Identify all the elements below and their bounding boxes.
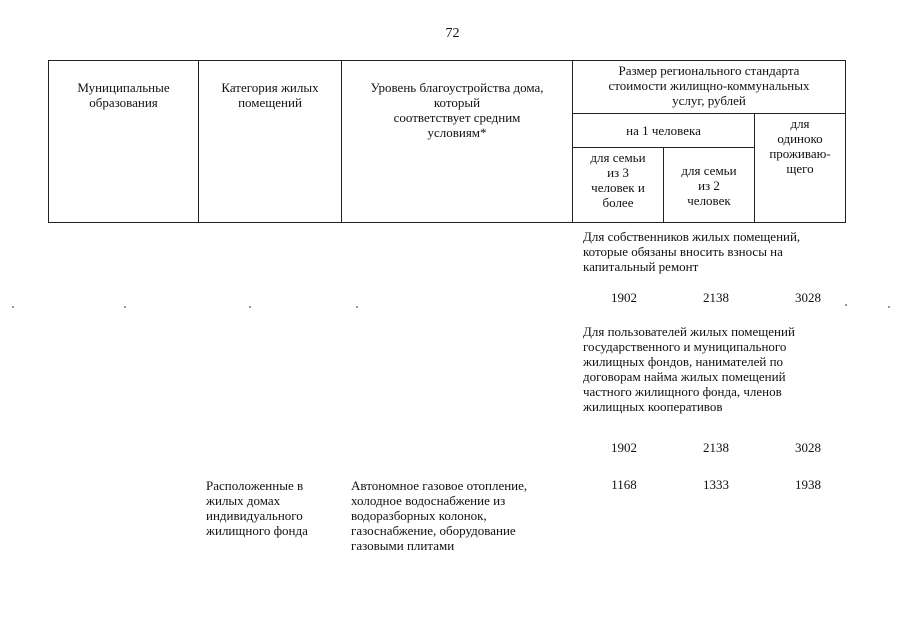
row-category-line: Расположенные в xyxy=(206,478,304,493)
row-level-line: газовыми плитами xyxy=(351,538,455,553)
section-users-title xyxy=(583,324,795,414)
header-family2-cell xyxy=(664,148,755,223)
section-title-line: которые обязаны вносить взносы на xyxy=(583,244,783,259)
value-cell: 2138 xyxy=(703,440,729,455)
value-cell: 3028 xyxy=(795,290,821,305)
tariff-header-table xyxy=(48,60,846,223)
value-cell: 3028 xyxy=(795,440,821,455)
section-title-line: капитальный ремонт xyxy=(583,259,699,274)
scan-dot xyxy=(124,306,126,308)
header-size-line: Размер регионального стандарта xyxy=(618,63,800,78)
section-title-line: государственного и муниципального xyxy=(583,339,787,354)
row-category-line: жилых домах xyxy=(206,493,281,508)
header-municipal-line: образования xyxy=(89,95,158,110)
header-single-cell xyxy=(755,114,846,223)
value-cell: 1938 xyxy=(795,477,821,492)
header-single-line: щего xyxy=(786,161,814,176)
value-cell: 1333 xyxy=(703,477,729,492)
header-family2-line: для семьи xyxy=(681,162,737,178)
page-number: 72 xyxy=(445,26,460,41)
header-size-line: услуг, рублей xyxy=(672,93,746,108)
header-family3-line: для семьи xyxy=(590,150,646,165)
header-municipal-cell xyxy=(49,61,199,223)
row-category xyxy=(206,478,308,538)
scan-dot xyxy=(356,306,358,308)
scan-dot xyxy=(12,306,14,308)
scan-dot xyxy=(249,306,251,308)
header-family2-line: из 2 xyxy=(698,177,720,193)
section-title-line: жилищных кооперативов xyxy=(583,399,723,414)
section-owners-title xyxy=(583,229,800,274)
section-title-line: Для собственников жилых помещений, xyxy=(583,229,801,244)
section-title-line: Для пользователей жилых помещений xyxy=(583,324,795,339)
value-cell: 1168 xyxy=(611,477,637,492)
header-category-line: помещений xyxy=(238,95,302,110)
header-level-line: который xyxy=(433,95,481,110)
header-family3-cell xyxy=(573,148,664,223)
row-level-line: водоразборных колонок, xyxy=(351,508,487,523)
header-municipal-line: Муниципальные xyxy=(77,80,170,95)
header-level-line: Уровень благоустройства дома, xyxy=(370,80,544,95)
header-level-cell xyxy=(342,61,573,223)
header-single-line: для xyxy=(790,116,810,131)
scan-dot xyxy=(888,306,890,308)
row-level-line: Автономное газовое отопление, xyxy=(351,478,528,493)
section-title-line: жилищных фондов, нанимателей по xyxy=(583,354,784,369)
header-family3-line: из 3 xyxy=(607,165,629,180)
header-category-cell xyxy=(199,61,342,223)
row-category-line: жилищного фонда xyxy=(206,523,308,538)
header-single-line: одиноко xyxy=(777,131,823,146)
row-level xyxy=(351,478,527,553)
header-category-line: Категория жилых xyxy=(221,80,319,95)
header-family3-line: более xyxy=(602,195,634,210)
header-per-person-cell: на 1 человека xyxy=(573,114,755,148)
header-level-line: условиям* xyxy=(427,125,487,140)
row-level-line: газоснабжение, оборудование xyxy=(351,523,516,538)
value-cell: 1902 xyxy=(611,290,637,305)
header-size-line: стоимости жилищно-коммунальных xyxy=(608,78,810,93)
header-level-line: соответствует средним xyxy=(393,110,521,125)
header-family2-line: человек xyxy=(687,192,731,208)
header-single-line: проживаю- xyxy=(769,146,831,161)
header-family3-line: человек и xyxy=(591,180,645,195)
value-cell: 1902 xyxy=(611,440,637,455)
row-level-line: холодное водоснабжение из xyxy=(351,493,506,508)
row-category-line: индивидуального xyxy=(206,508,303,523)
section-title-line: частного жилищного фонда, членов xyxy=(583,384,782,399)
section-title-line: договорам найма жилых помещений xyxy=(583,369,786,384)
scan-dot xyxy=(845,304,847,306)
header-size-cell xyxy=(573,61,846,114)
value-cell: 2138 xyxy=(703,290,729,305)
